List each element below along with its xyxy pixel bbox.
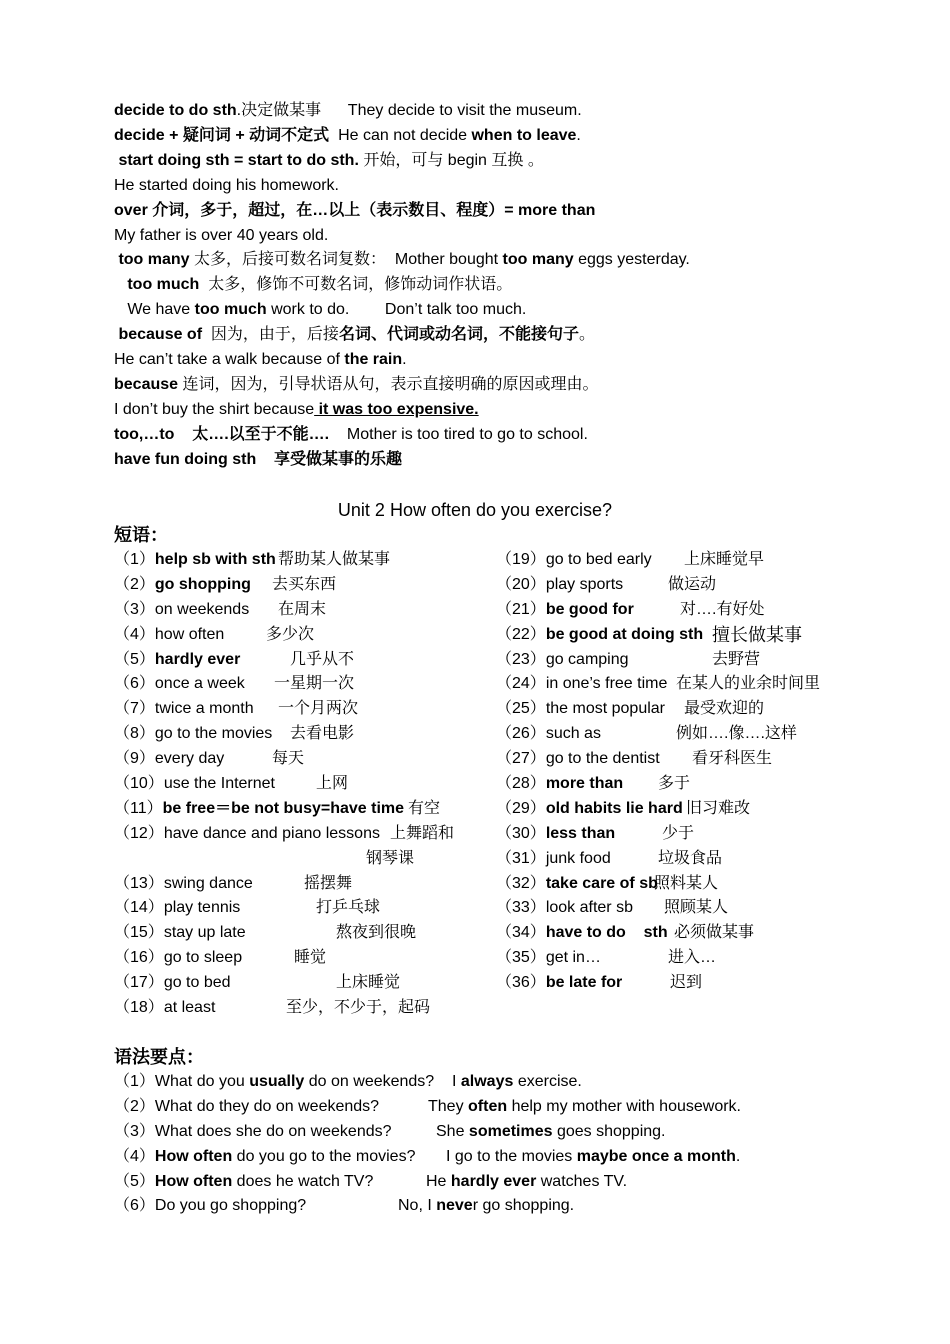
phrase-english: play tennis: [163, 899, 241, 917]
grammar-answer: [428, 1095, 741, 1120]
note-line: [114, 199, 595, 223]
grammar-question: What does she do on weekends?: [154, 1122, 392, 1140]
phrase-item: [114, 896, 494, 921]
phrase-item: [496, 797, 936, 822]
phrase-chinese: 照料某人: [654, 874, 719, 892]
grammar-answer-text: He: [426, 1172, 451, 1190]
phrase-chinese: 睡觉: [294, 949, 327, 967]
grammar-question: do on weekends?: [304, 1073, 435, 1090]
note-text: 太多，修饰不可数名词，修饰动词作状语。: [199, 276, 513, 294]
grammar-question: usually: [249, 1073, 305, 1090]
phrase-english: stay up late: [163, 924, 246, 942]
grammar-number: （5）: [114, 1172, 155, 1190]
phrase-english: twice a month: [154, 700, 254, 718]
phrase-number: （1）: [114, 551, 155, 568]
phrase-number: （19）: [496, 551, 546, 568]
phrase-item: [496, 872, 936, 897]
phrase-english: such as: [545, 725, 601, 743]
grammar-answer: [426, 1170, 627, 1195]
phrase-chinese: 几乎从不: [290, 650, 355, 668]
phrase-chinese: 至少，不少于，起码: [286, 999, 431, 1017]
phrase-chinese: 最受欢迎的: [684, 700, 765, 718]
phrase-item: [496, 623, 936, 648]
phrase-number: （12）: [114, 824, 164, 842]
phrase-item: [114, 772, 494, 797]
phrase-item: [114, 722, 494, 747]
phrase-item: [496, 896, 936, 921]
phrase-english: at least: [163, 999, 216, 1017]
phrases-left-column: [114, 548, 494, 1021]
grammar-question: What do they do on weekends?: [154, 1097, 380, 1115]
phrase-english: be good at doing sth: [545, 625, 704, 643]
grammar-item: [114, 1120, 666, 1145]
phrase-chinese: 一个月两次: [278, 700, 359, 718]
note-text: 太多，后接可数名词复数： Mother bought: [189, 251, 503, 269]
note-line: [114, 124, 581, 148]
grammar-question: How often: [154, 1147, 233, 1165]
phrase-english: less than: [545, 824, 616, 842]
phrase-chinese: 一星期一次: [274, 675, 355, 693]
phrase-english: once a week: [154, 675, 245, 693]
phrase-number: （11）: [114, 799, 163, 817]
phrases-heading: 短语：: [114, 525, 168, 545]
note-text: We have: [114, 301, 195, 319]
phrase-number: （4）: [114, 625, 155, 643]
note-text: He can’t take a walk because of: [114, 351, 345, 368]
phrase-chinese: 上网: [316, 775, 349, 793]
phrase-number: （16）: [114, 949, 164, 967]
note-text: 开始，可与 begin 互换 。: [358, 151, 544, 169]
note-text: too many: [114, 251, 190, 269]
phrase-item: [496, 548, 936, 573]
phrase-english: more than: [545, 775, 624, 793]
phrase-number: （25）: [496, 700, 546, 718]
note-text: too much: [114, 276, 200, 294]
note-text: when to leave: [471, 126, 577, 144]
phrase-item: [114, 822, 494, 847]
phrase-item: [496, 573, 936, 598]
grammar-answer-text: help my mother with housework.: [507, 1097, 741, 1115]
phrase-english: go to bed: [163, 974, 231, 992]
grammar-question: Do you go shopping?: [154, 1197, 307, 1215]
phrase-number: （3）: [114, 600, 155, 618]
phrase-chinese: 钢琴课: [366, 849, 415, 867]
note-line: [114, 248, 690, 272]
phrase-number: （33）: [496, 899, 546, 917]
note-line: [114, 224, 328, 248]
grammar-answer: [446, 1145, 740, 1170]
phrase-item: [496, 822, 936, 847]
note-text: over 介词，多于，超过，在…以上（表示数目、程度）= more than: [114, 201, 596, 219]
note-text: He can not decide: [329, 126, 472, 144]
note-line: [114, 174, 339, 198]
phrase-chinese: 去野营: [712, 650, 761, 668]
note-text: I don’t buy the shirt because: [114, 400, 315, 418]
phrase-chinese: 例如….像….这样: [676, 725, 797, 743]
note-line: [114, 323, 595, 347]
note-text: 。: [578, 326, 595, 344]
phrase-item: [114, 971, 494, 996]
phrase-chinese: 每天: [272, 750, 305, 768]
grammar-question: How often: [154, 1172, 233, 1190]
phrase-chinese: 擅长做某事: [712, 624, 802, 645]
note-line: [114, 99, 582, 123]
grammar-question: do you go to the movies?: [232, 1147, 416, 1165]
note-text: because: [114, 375, 179, 393]
phrase-item: [496, 697, 936, 722]
note-text: Mother is too tired to go to school.: [329, 425, 588, 443]
phrase-english: go to bed early: [545, 551, 652, 568]
grammar-answer-text: exercise.: [513, 1073, 582, 1090]
phrase-chinese: 在某人的业余时间里: [676, 675, 821, 693]
grammar-answer-text: I go to the movies: [446, 1147, 577, 1165]
phrase-number: （18）: [114, 999, 164, 1017]
grammar-answer-text: I: [452, 1073, 461, 1090]
phrase-item: [114, 598, 494, 623]
phrase-number: （32）: [496, 874, 546, 892]
phrase-chinese: 打乒乓球: [316, 899, 381, 917]
phrase-number: （8）: [114, 725, 155, 743]
phrase-chinese: 对….有好处: [680, 600, 765, 618]
phrase-english: look after sb: [545, 899, 633, 917]
phrase-chinese: 多于: [658, 775, 691, 793]
phrase-number: （13）: [114, 874, 164, 892]
grammar-number: （6）: [114, 1197, 155, 1215]
phrase-english: on weekends: [154, 600, 250, 618]
note-text: .决定做某事: [236, 102, 322, 119]
phrase-number: （29）: [496, 799, 546, 817]
phrase-item: [114, 946, 494, 971]
grammar-answer-text: .: [735, 1147, 741, 1165]
grammar-answer-text: maybe once a month: [576, 1147, 736, 1165]
phrase-english: how often: [154, 625, 225, 643]
note-text: work to do. Don’t talk too much.: [266, 301, 527, 319]
grammar-question: What do you: [154, 1073, 250, 1090]
phrase-item: [496, 921, 936, 946]
note-line: [114, 149, 544, 173]
phrase-item: [114, 623, 494, 648]
grammar-answer-text: sometimes: [468, 1122, 553, 1140]
phrase-number: （14）: [114, 899, 164, 917]
phrase-english: hardly ever: [154, 650, 241, 668]
phrase-item: [496, 598, 936, 623]
grammar-answer-text: r go shopping.: [472, 1197, 575, 1215]
note-text: it was too expensive.: [314, 400, 479, 418]
phrase-number: （30）: [496, 824, 546, 842]
grammar-item: [114, 1145, 741, 1170]
note-text: 因为，由于，后接: [202, 326, 339, 344]
grammar-item: [114, 1070, 582, 1095]
phrase-english: swing dance: [163, 874, 253, 892]
phrase-english: be free＝be not busy=have time: [162, 799, 405, 817]
note-text: decide to do sth: [114, 102, 237, 119]
note-text: 名词、代词或动名词，不能接句子: [338, 326, 579, 344]
phrase-number: （36）: [496, 974, 546, 992]
phrase-number: （21）: [496, 600, 546, 618]
phrase-english: go shopping: [154, 575, 251, 593]
phrase-number: （6）: [114, 675, 155, 693]
grammar-answer-text: hardly ever: [450, 1172, 537, 1190]
phrase-number: （24）: [496, 675, 546, 693]
phrase-chinese: 摇摆舞: [304, 874, 353, 892]
note-text: decide + 疑问词 + 动词不定式: [114, 126, 330, 144]
note-text: too,…to 太….以至于不能….: [114, 425, 330, 443]
note-text: My father is over 40 years old.: [114, 226, 329, 244]
phrase-english: use the Internet: [163, 775, 275, 793]
grammar-item: [114, 1194, 575, 1219]
phrase-english: every day: [154, 750, 225, 768]
note-text: start doing sth = start to do sth.: [114, 151, 359, 169]
phrase-number: （9）: [114, 750, 155, 768]
grammar-answer-text: goes shopping.: [552, 1122, 666, 1140]
phrase-item: [496, 722, 936, 747]
phrase-chinese: 垃圾食品: [658, 849, 723, 867]
grammar-number: （3）: [114, 1122, 155, 1140]
note-text: too many: [502, 251, 574, 269]
phrase-item: [114, 573, 494, 598]
grammar-answer-text: often: [468, 1097, 508, 1115]
note-line: [114, 448, 402, 472]
phrase-item: [496, 772, 936, 797]
phrase-chinese: 熬夜到很晚: [336, 924, 417, 942]
phrase-number: （26）: [496, 725, 546, 743]
phrase-english: have to do sth: [545, 924, 668, 942]
phrase-chinese: 旧习难改: [686, 799, 751, 817]
note-text: the rain: [344, 351, 403, 368]
phrase-chinese: 去看电影: [290, 725, 355, 743]
grammar-number: （2）: [114, 1097, 155, 1115]
phrase-number: （5）: [114, 650, 155, 668]
phrase-number: （31）: [496, 849, 546, 867]
phrase-item: [114, 747, 494, 772]
phrase-item: [496, 672, 936, 697]
grammar-answer-text: No, I: [398, 1197, 437, 1215]
phrase-chinese: 上床睡觉: [336, 974, 401, 992]
phrase-chinese: 少于: [662, 824, 695, 842]
grammar-answer-text: They: [428, 1097, 469, 1115]
phrase-english: get in…: [545, 949, 601, 967]
phrase-english: old habits lie hard: [545, 799, 683, 817]
phrase-english: be late for: [545, 974, 623, 992]
phrase-item: [114, 996, 494, 1021]
phrase-item: [496, 747, 936, 772]
phrase-chinese: 迟到: [670, 974, 703, 992]
grammar-answer-text: neve: [436, 1197, 473, 1215]
phrase-english: play sports: [545, 575, 624, 593]
phrase-number: （34）: [496, 924, 546, 942]
note-line: [114, 423, 588, 447]
note-line: [114, 373, 599, 397]
phrase-english: junk food: [545, 849, 611, 867]
phrase-chinese: 多少次: [266, 625, 315, 643]
phrase-number: （10）: [114, 775, 164, 793]
grammar-question: does he watch TV?: [232, 1172, 374, 1190]
phrase-english: in one’s free time: [545, 675, 668, 693]
grammar-item: [114, 1170, 628, 1195]
phrase-number: （22）: [496, 625, 546, 643]
phrase-chinese: 有空: [408, 799, 441, 817]
phrase-number: （7）: [114, 700, 155, 718]
phrase-chinese: 进入…: [668, 949, 717, 967]
phrase-item: [114, 548, 494, 573]
note-text: 连词，因为，引导状语从句，表示直接明确的原因或理由。: [178, 375, 599, 393]
phrase-english: help sb with sth: [154, 551, 276, 568]
phrase-chinese: 帮助某人做某事: [278, 551, 391, 568]
note-text: They decide to visit the museum.: [321, 102, 582, 119]
phrase-chinese: 必须做某事: [674, 924, 755, 942]
phrase-english: take care of sb: [545, 874, 658, 892]
phrase-number: （28）: [496, 775, 546, 793]
phrase-number: （27）: [496, 750, 546, 768]
phrase-english: the most popular: [545, 700, 665, 718]
grammar-answer-text: watches TV.: [536, 1172, 628, 1190]
note-text: .: [576, 126, 581, 144]
grammar-item: [114, 1095, 741, 1120]
phrase-item: [114, 672, 494, 697]
phrase-english: go to the movies: [154, 725, 273, 743]
phrase-chinese: 在周末: [278, 600, 327, 618]
grammar-answer-text: always: [460, 1073, 514, 1090]
grammar-number: （4）: [114, 1147, 155, 1165]
unit-title: Unit 2 How often do you exercise?: [337, 500, 613, 520]
phrase-english: go to the dentist: [545, 750, 660, 768]
phrase-item: [114, 872, 494, 897]
phrase-chinese: 做运动: [668, 575, 717, 593]
grammar-answer: [452, 1070, 582, 1095]
phrase-item: [114, 847, 494, 872]
note-line: [114, 273, 512, 297]
phrase-english: go camping: [545, 650, 629, 668]
phrase-item: [496, 847, 936, 872]
phrase-chinese: 上舞蹈和: [390, 824, 455, 842]
note-line: [114, 398, 479, 422]
phrase-number: （2）: [114, 575, 155, 593]
note-text: because of: [114, 326, 203, 344]
phrase-number: （23）: [496, 650, 546, 668]
note-text: have fun doing sth 享受做某事的乐趣: [114, 450, 403, 468]
phrase-english: be good for: [545, 600, 634, 618]
phrase-chinese: 照顾某人: [664, 899, 729, 917]
phrase-number: （35）: [496, 949, 546, 967]
grammar-heading: 语法要点：: [114, 1047, 204, 1067]
phrase-number: （15）: [114, 924, 164, 942]
phrase-english: have dance and piano lessons: [163, 824, 380, 842]
phrase-item: [114, 797, 494, 822]
phrase-chinese: 上床睡觉早: [684, 551, 765, 568]
phrase-number: （17）: [114, 974, 164, 992]
phrase-chinese: 去买东西: [272, 575, 337, 593]
grammar-answer: [436, 1120, 666, 1145]
phrase-item: [114, 648, 494, 673]
phrase-english: go to sleep: [163, 949, 243, 967]
grammar-answer: [398, 1194, 574, 1219]
phrase-number: （20）: [496, 575, 546, 593]
note-text: eggs yesterday.: [573, 251, 690, 269]
phrase-item: [114, 697, 494, 722]
note-line: [114, 298, 526, 322]
phrase-item: [496, 971, 936, 996]
phrases-right-column: [496, 548, 936, 996]
phrase-item: [496, 946, 936, 971]
note-text: too much: [194, 301, 267, 319]
note-text: .: [402, 351, 407, 368]
phrase-item: [114, 921, 494, 946]
grammar-answer-text: She: [436, 1122, 469, 1140]
note-text: He started doing his homework.: [114, 176, 339, 194]
phrase-chinese: 看牙科医生: [692, 750, 773, 768]
note-line: [114, 348, 407, 372]
phrase-item: [496, 648, 936, 673]
grammar-list: [114, 1070, 741, 1219]
grammar-number: （1）: [114, 1073, 155, 1090]
